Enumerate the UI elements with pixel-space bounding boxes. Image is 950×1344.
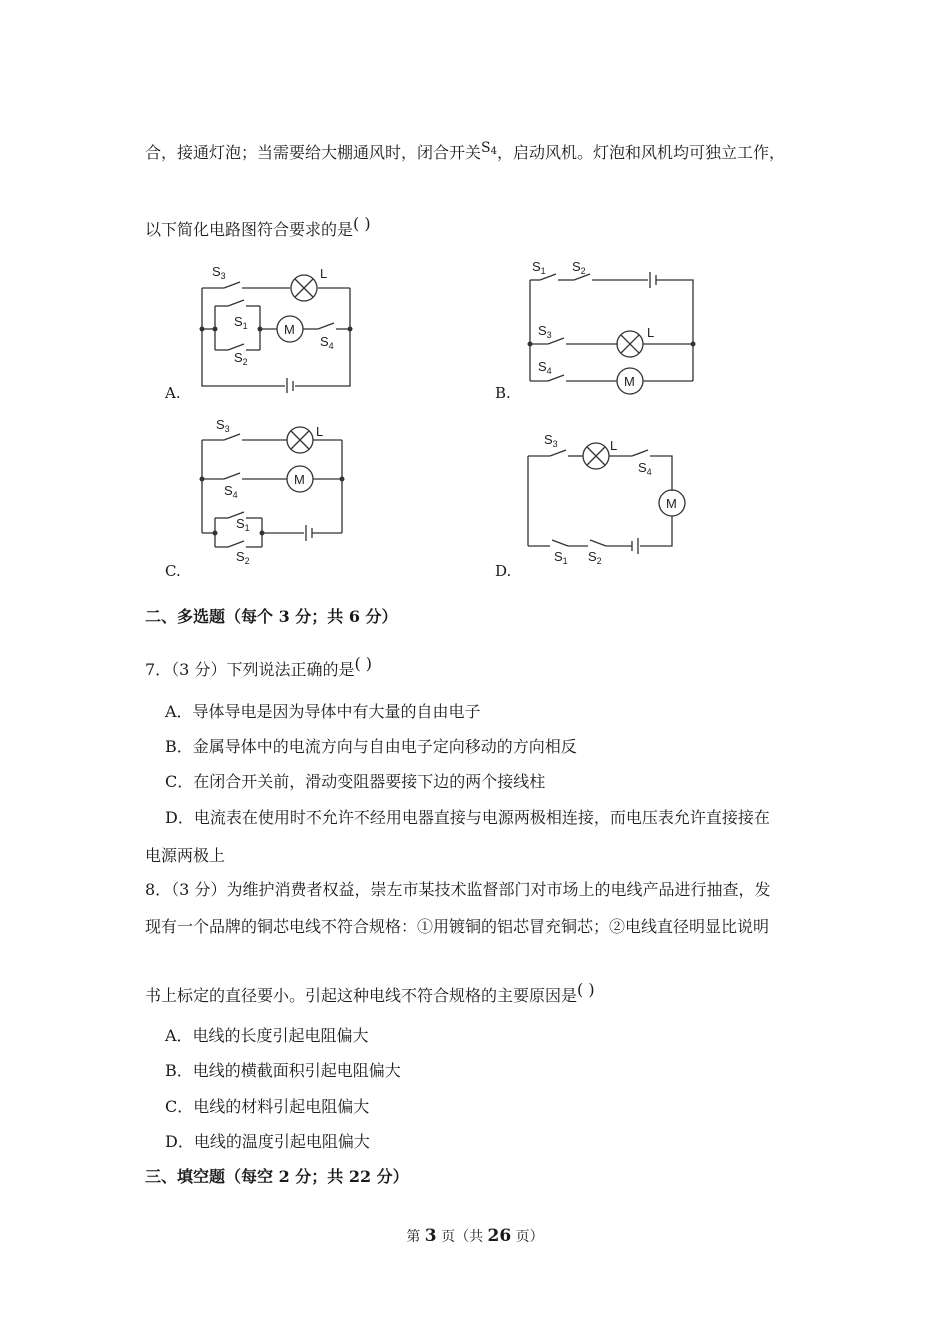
circuit-a (190, 258, 365, 393)
c-s3: $S_3$ (216, 417, 230, 434)
d-s1: $S_1$ (554, 549, 568, 566)
switch-s4-inline: $S_4$ (481, 140, 497, 157)
b-motor-label: M (624, 374, 635, 389)
b-s1: $S_1$ (532, 259, 546, 276)
intro-text-a: 合，接通灯泡；当需要给大棚通风时，闭合开关 (145, 143, 482, 162)
c-lamp-label: L (316, 424, 324, 439)
q8-option-a: A．电线的长度引起电阻偏大 (165, 1026, 369, 1045)
a-lamp-label: L (320, 266, 328, 281)
q7-option-d-cont: 电源两极上 (145, 846, 226, 865)
q7-option-b: B．金属导体中的电流方向与自由电子定向移动的方向相反 (165, 737, 577, 756)
section-3-title: 三、填空题（每空 2 分；共 22 分） (145, 1167, 409, 1186)
q8-line-1: 8．（3 分）为维护消费者权益，崇左市某技术监督部门对市场上的电线产品进行抽查，发 (145, 880, 771, 899)
intro-line-1 (145, 140, 785, 163)
b-s2: $S_2$ (572, 259, 586, 276)
q7-option-a: A．导体导电是因为导体中有大量的自由电子 (165, 702, 481, 721)
intro-text-b: ，启动风机。灯泡和风机均可独立工作， (496, 143, 785, 162)
q7-stem: 7．（3 分）下列说法正确的是 (145, 660, 355, 679)
b-lamp-label: L (647, 325, 655, 340)
q7-stem-line (145, 654, 372, 680)
c-s2: $S_2$ (236, 549, 250, 565)
b-s3: $S_3$ (538, 323, 552, 340)
q8-line-2: 现有一个品牌的铜芯电线不符合规格：①用镀铜的铝芯冒充铜芯；②电线直径明显比说明 (145, 917, 770, 936)
intro-question: 以下简化电路图符合要求的是 (145, 220, 354, 239)
circuit-b (520, 255, 705, 395)
page-total: 26 (487, 1226, 512, 1246)
intro-line-2 (145, 214, 371, 240)
d-s3: $S_3$ (544, 432, 558, 449)
circuit-d (520, 428, 695, 568)
q7-option-d: D．电流表在使用时不允许不经用电器直接与电源两极相连接，而电压表允许直接接在 (165, 808, 770, 827)
q8-option-b: B．电线的横截面积引起电阻偏大 (165, 1061, 401, 1080)
page-footer: 第 3 页（共 26 页） (406, 1226, 544, 1246)
d-s4: $S_4$ (638, 460, 652, 477)
d-lamp-label: L (610, 438, 618, 453)
q7-paren: ( ) (354, 654, 373, 673)
c-motor-label: M (294, 472, 305, 487)
c-s1: $S_1$ (236, 516, 250, 533)
label-d: D. (495, 562, 512, 580)
d-motor-label: M (666, 496, 677, 511)
a-s3: $S_3$ (212, 264, 226, 281)
q7-option-c: C．在闭合开关前，滑动变阻器要接下边的两个接线柱 (165, 772, 546, 791)
q8-stem-end: 书上标定的直径要小。引起这种电线不符合规格的主要原因是 (145, 986, 578, 1005)
a-motor-label: M (284, 322, 295, 337)
a-s1: $S_1$ (234, 314, 248, 331)
label-c: C. (165, 562, 181, 580)
label-b: B. (495, 384, 511, 402)
page-number: 3 (424, 1226, 437, 1246)
q8-option-d: D．电线的温度引起电阻偏大 (165, 1132, 370, 1151)
a-s2: $S_2$ (234, 350, 248, 367)
c-s4: $S_4$ (224, 483, 238, 500)
d-s2: $S_2$ (588, 549, 602, 566)
label-a: A. (165, 384, 181, 402)
answer-paren: ( ) (353, 214, 371, 233)
q8-paren: ( ) (577, 980, 595, 999)
q8-option-c: C．电线的材料引起电阻偏大 (165, 1097, 370, 1116)
b-s4: $S_4$ (538, 359, 552, 376)
q8-line-3 (145, 980, 595, 1006)
section-2-title: 二、多选题（每个 3 分；共 6 分） (145, 607, 398, 626)
a-s4: $S_4$ (320, 334, 334, 351)
circuit-c (190, 415, 360, 565)
